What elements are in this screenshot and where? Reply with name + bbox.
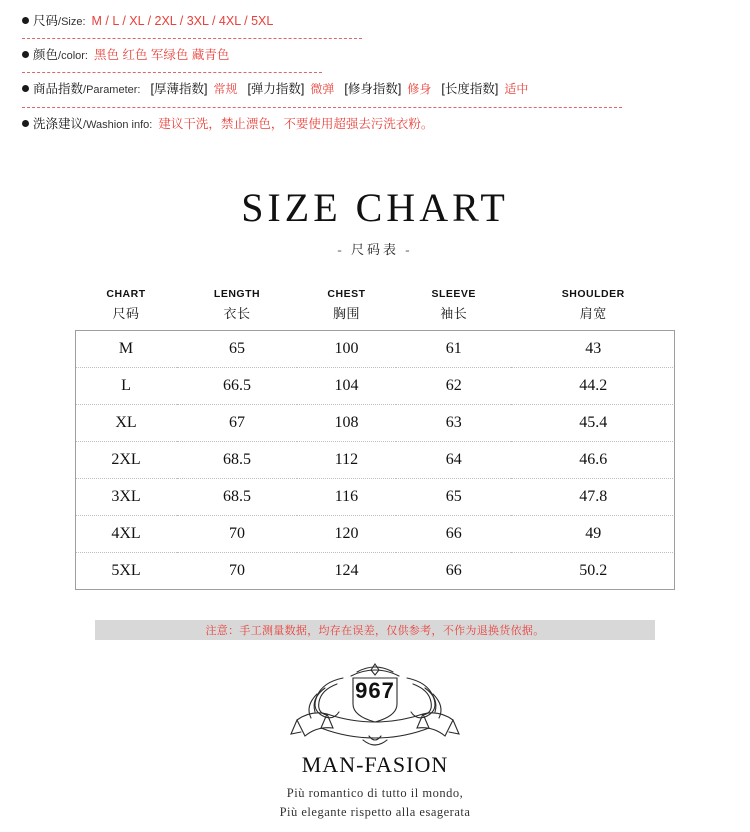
cell-shoulder: 43 [511, 330, 675, 367]
param-length-key: [长度指数] [441, 82, 499, 97]
param-length [441, 82, 528, 97]
size-chart-section [0, 184, 750, 258]
size-table-wrapper [75, 284, 675, 590]
spec-label-wash-en: /Washion info: [83, 118, 153, 131]
brand-footer [0, 658, 750, 823]
cell-size: M [75, 330, 177, 367]
cell-chest: 104 [297, 367, 396, 404]
cell-sleeve: 66 [396, 515, 511, 552]
size-table [75, 284, 675, 590]
spec-label-wash-cn: 洗涤建议 [33, 116, 84, 131]
spec-value-wash: 建议干洗，禁止漂色，不要使用超强去污洗衣粉。 [158, 116, 434, 131]
table-row [75, 404, 675, 441]
col-header-length [177, 284, 297, 331]
crest-number: 967 [355, 677, 395, 703]
cell-sleeve: 65 [396, 478, 511, 515]
bullet-icon [22, 51, 29, 58]
bullet-icon [22, 85, 29, 92]
size-chart-title: SIZE CHART [241, 184, 509, 230]
param-elasticity-key: [弹力指数] [247, 82, 305, 97]
cell-length: 68.5 [177, 478, 297, 515]
size-table-body [75, 330, 675, 589]
spec-label-parameter-cn: 商品指数 [33, 82, 84, 97]
table-row [75, 552, 675, 589]
col-header-chest-cn: 胸围 [332, 305, 360, 321]
cell-shoulder: 50.2 [511, 552, 675, 589]
cell-size: XL [75, 404, 177, 441]
col-header-chart [75, 284, 177, 331]
spec-value-size: M / L / XL / 2XL / 3XL / 4XL / 5XL [91, 14, 274, 28]
col-header-shoulder-en: SHOULDER [561, 287, 625, 300]
spec-row-color [22, 48, 728, 63]
cell-length: 66.5 [177, 367, 297, 404]
crest-emblem [225, 658, 525, 750]
param-length-value: 适中 [504, 82, 529, 97]
spec-row-parameter [22, 82, 728, 97]
cell-sleeve: 62 [396, 367, 511, 404]
cell-size: L [75, 367, 177, 404]
cell-length: 65 [177, 330, 297, 367]
brand-tagline-line-1: Più romantico di tutto il mondo, [286, 785, 464, 800]
cell-sleeve: 66 [396, 552, 511, 589]
size-chart-subtitle [0, 239, 750, 258]
spec-value-color: 黑色 红色 军绿色 藏青色 [93, 48, 230, 63]
subtitle-text: 尺码表 [350, 241, 399, 257]
cell-chest: 124 [297, 552, 396, 589]
spec-label-size-cn: 尺码 [33, 14, 59, 28]
divider-1 [22, 38, 362, 39]
cell-size: 4XL [75, 515, 177, 552]
cell-chest: 112 [297, 441, 396, 478]
cell-chest: 108 [297, 404, 396, 441]
cell-shoulder: 49 [511, 515, 675, 552]
divider-3 [22, 107, 622, 108]
spec-row-size [22, 14, 728, 29]
col-header-sleeve-cn: 袖长 [440, 305, 468, 321]
cell-size: 2XL [75, 441, 177, 478]
param-elasticity-value: 微弹 [310, 82, 335, 97]
brand-tagline [0, 784, 750, 823]
spec-label-color-en: /color: [58, 50, 88, 63]
param-fit [344, 82, 431, 97]
cell-length: 68.5 [177, 441, 297, 478]
cell-sleeve: 64 [396, 441, 511, 478]
table-row [75, 330, 675, 367]
measurement-notice-bar [95, 620, 655, 640]
param-thickness [150, 82, 237, 97]
size-table-head [75, 284, 675, 331]
col-header-sleeve [396, 284, 511, 331]
col-header-chest-en: CHEST [327, 287, 366, 300]
measurement-notice-text: 注意：手工测量数据，均存在误差，仅供参考，不作为退换货依据。 [200, 625, 551, 637]
param-thickness-key: [厚薄指数] [150, 82, 208, 97]
spec-label-color-cn: 颜色 [33, 48, 59, 63]
table-row [75, 478, 675, 515]
col-header-chart-cn: 尺码 [112, 305, 140, 321]
table-header-row [75, 284, 675, 331]
cell-chest: 100 [297, 330, 396, 367]
col-header-length-cn: 衣长 [223, 305, 251, 321]
cell-chest: 116 [297, 478, 396, 515]
cell-length: 67 [177, 404, 297, 441]
col-header-length-en: LENGTH [213, 287, 261, 300]
cell-sleeve: 63 [396, 404, 511, 441]
product-spec-block [0, 0, 750, 132]
brand-tagline-line-2: Più elegante rispetto alla esagerata [279, 805, 471, 820]
bullet-icon [22, 120, 29, 127]
cell-shoulder: 44.2 [511, 367, 675, 404]
table-row [75, 367, 675, 404]
cell-shoulder: 45.4 [511, 404, 675, 441]
brand-name: MAN-FASION [301, 751, 449, 777]
spec-row-wash [22, 117, 728, 132]
param-elasticity [247, 82, 334, 97]
subtitle-dash-right: - [405, 241, 413, 257]
param-thickness-value: 常规 [213, 82, 238, 97]
ribbon-crest-icon [225, 658, 525, 750]
table-row [75, 441, 675, 478]
cell-size: 5XL [75, 552, 177, 589]
spec-label-size-en: /Size: [58, 16, 86, 28]
param-fit-value: 修身 [407, 82, 432, 97]
cell-size: 3XL [75, 478, 177, 515]
cell-shoulder: 46.6 [511, 441, 675, 478]
divider-2 [22, 72, 322, 73]
cell-sleeve: 61 [396, 330, 511, 367]
param-fit-key: [修身指数] [344, 82, 402, 97]
spec-label-parameter-en: /Parameter: [83, 84, 141, 97]
cell-length: 70 [177, 515, 297, 552]
col-header-sleeve-en: SLEEVE [431, 287, 476, 300]
cell-length: 70 [177, 552, 297, 589]
table-row [75, 515, 675, 552]
col-header-shoulder [511, 284, 675, 331]
col-header-chest [297, 284, 396, 331]
col-header-shoulder-cn: 肩宽 [579, 305, 607, 321]
subtitle-dash-left: - [337, 241, 345, 257]
bullet-icon [22, 17, 29, 24]
col-header-chart-en: CHART [106, 287, 146, 300]
cell-shoulder: 47.8 [511, 478, 675, 515]
cell-chest: 120 [297, 515, 396, 552]
